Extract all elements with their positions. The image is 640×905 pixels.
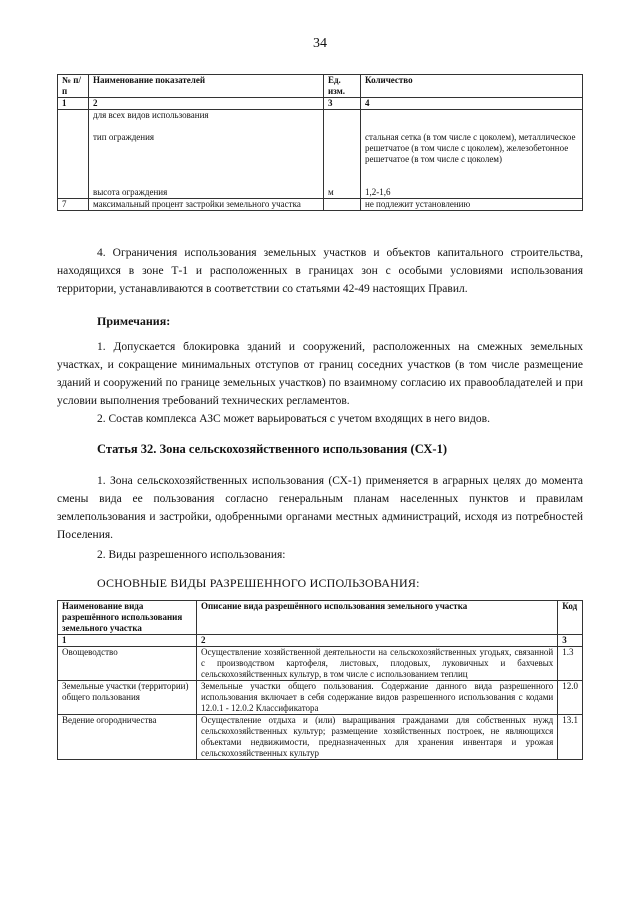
table-row — [58, 199, 583, 211]
column-number: 2 — [197, 635, 558, 647]
use-code: 13.1 — [558, 715, 583, 760]
article-paragraph: 1. Зона сельскохозяйственных использования (СХ-1) применяется в аграрных целях до момента смены вида ее пользования согласно генеральным планам населенных пунктов и правилам землепользования и застройки, одобренными органами местных администраций, исходя из потребностей Поселения. — [57, 475, 583, 541]
use-name: Овощеводство — [58, 647, 197, 681]
column-header-number: № п/п — [58, 75, 89, 98]
column-header-name: Наименование вида разрешённого использования земельного участка — [58, 601, 197, 635]
table-row — [58, 110, 583, 199]
table-row — [58, 647, 583, 681]
column-header-code: Код — [558, 601, 583, 635]
column-header-indicator: Наименование показателей — [89, 75, 324, 98]
note-paragraph: 1. Допускается блокировка зданий и сооружений, расположенных на смежных земельных участках, и сокращение минимальных отступов от границ соседних участков (в том числе размещение зданий и сооружений по границе земельных участков) по взаимному согласию их правообладателей и при условии выполнения требований технических регламентов. — [57, 341, 583, 407]
indicator-name: тип ограждения — [93, 132, 155, 142]
indicator-name: максимальный процент застройки земельного участка — [89, 199, 324, 211]
restrictions-paragraph: 4. Ограничения использования земельных участков и объектов капитального строительства, находящихся в зоне Т-1 и расположенных в границах зон с особыми условиями использования территории, устанавливаются в соответствии со статьями 42-49 настоящих Правил. — [57, 247, 583, 295]
indicators-table — [57, 74, 583, 211]
indicator-name: высота ограждения — [93, 187, 168, 197]
unit-value: м — [328, 187, 334, 197]
column-number: 1 — [58, 98, 89, 110]
column-header-description: Описание вида разрешённого использования земельного участка — [197, 601, 558, 635]
use-code: 1.3 — [558, 647, 583, 681]
column-number: 2 — [89, 98, 324, 110]
use-name: Земельные участки (территории) общего пользования — [58, 681, 197, 715]
indicator-name: для всех видов использования — [93, 110, 209, 120]
column-number: 4 — [361, 98, 583, 110]
column-header-unit: Ед. изм. — [324, 75, 361, 98]
use-description: Осуществление отдыха и (или) выращивания гражданами для собственных нужд сельскохозяйственных культур; размещение хозяйственных построек, не являющихся объектами недвижимости, предназначенных для хранения инвентаря и урожая сельскохозяйственных культур — [197, 715, 558, 760]
column-number-row — [58, 98, 583, 110]
notes-heading: Примечания: — [97, 314, 171, 328]
table-header-row — [58, 601, 583, 635]
quantity-value: 1,2-1,6 — [365, 187, 391, 197]
unit-value — [324, 199, 361, 211]
table-row — [58, 681, 583, 715]
unit-value — [328, 110, 356, 132]
use-name: Ведение огородничества — [58, 715, 197, 760]
note-paragraph: 2. Состав комплекса АЗС может варьироваться с учетом входящих в него видов. — [97, 413, 490, 425]
article-paragraph: 2. Виды разрешенного использования: — [97, 549, 286, 561]
use-description: Земельные участки общего пользования. Содержание данного вида разрешенного использования включает в себя содержание видов разрешенного использования с кодами 12.0.1 - 12.0.2 Классификатора — [197, 681, 558, 715]
quantity-value — [365, 110, 578, 132]
row-number — [58, 110, 89, 199]
section-title: ОСНОВНЫЕ ВИДЫ РАЗРЕШЕННОГО ИСПОЛЬЗОВАНИЯ: — [97, 576, 420, 590]
column-number: 3 — [558, 635, 583, 647]
quantity-value: стальная сетка (в том числе с цоколем), металлическое решетчатое (в том числе с цоколем), железобетонное решетчатое (в том числе с цоколем) — [365, 132, 576, 164]
unit-value — [328, 132, 356, 187]
indicator-cell — [89, 110, 324, 199]
table-row — [58, 715, 583, 760]
use-code: 12.0 — [558, 681, 583, 715]
unit-cell — [324, 110, 361, 199]
column-number: 3 — [324, 98, 361, 110]
column-number: 1 — [58, 635, 197, 647]
use-description: Осуществление хозяйственной деятельности на сельскохозяйственных угодьях, связанной с производством картофеля, листовых, плодовых, луковичных и бахчевых сельскохозяйственных культур, в том числе с использованием теплиц — [197, 647, 558, 681]
quantity-cell — [361, 110, 583, 199]
row-number: 7 — [58, 199, 89, 211]
column-number-row — [58, 635, 583, 647]
quantity-value: не подлежит установлению — [361, 199, 583, 211]
permitted-uses-table — [57, 600, 583, 760]
column-header-quantity: Количество — [361, 75, 583, 98]
page-number: 34 — [313, 36, 327, 51]
table-header-row — [58, 75, 583, 98]
article-heading: Статья 32. Зона сельскохозяйственного использования (СХ-1) — [97, 442, 447, 456]
